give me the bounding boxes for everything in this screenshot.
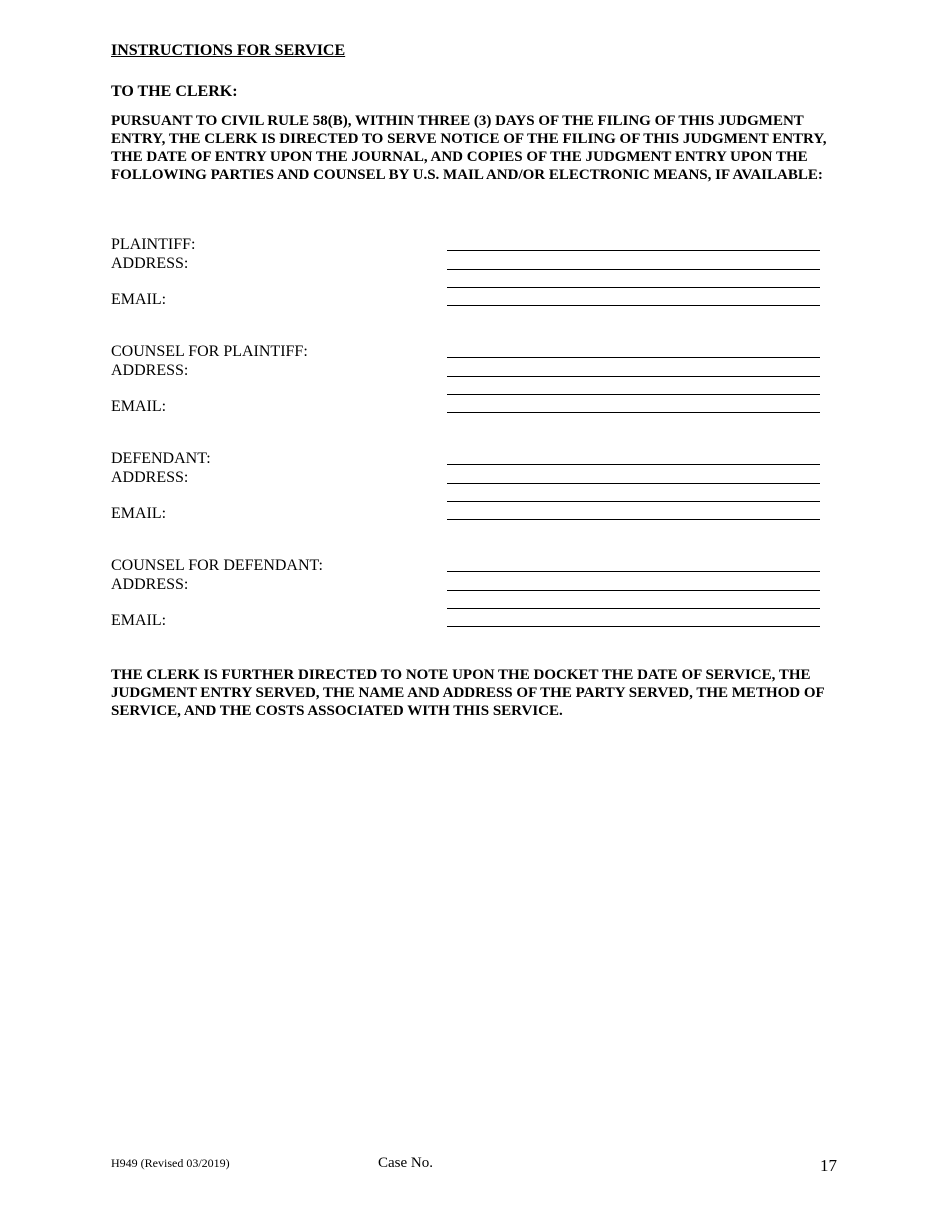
- party-address-label: ADDRESS:: [111, 362, 189, 379]
- party-address-line-2[interactable]: [447, 287, 820, 288]
- party-name-label: COUNSEL FOR DEFENDANT:: [111, 557, 323, 574]
- party-address-label: ADDRESS:: [111, 255, 189, 272]
- party-name-label: COUNSEL FOR PLAINTIFF:: [111, 343, 308, 360]
- party-address-line-1[interactable]: [447, 376, 820, 377]
- intro-paragraph: PURSUANT TO CIVIL RULE 58(B), WITHIN THREE (3) DAYS OF THE FILING OF THIS JUDGMENT ENTRY, THE CLERK IS DIRECTED TO SERVE NOTICE OF THE FILING OF THIS JUDGMENT ENTRY, THE DATE OF ENTRY UPON THE JOURNAL, AND COPIES OF THE JUDGMENT ENTRY UPON THE FOLLOWING PARTIES AND COUNSEL BY U.S. MAIL AND/OR ELECTRONIC MEANS, IF AVAILABLE:: [111, 113, 827, 183]
- party-email-label: EMAIL:: [111, 291, 167, 308]
- party-address-line-2[interactable]: [447, 608, 820, 609]
- party-address-line-1[interactable]: [447, 269, 820, 270]
- party-name-line[interactable]: [447, 571, 820, 572]
- party-email-line[interactable]: [447, 626, 820, 627]
- party-address-label: ADDRESS:: [111, 576, 189, 593]
- party-name-label: PLAINTIFF:: [111, 236, 196, 253]
- party-email-label: EMAIL:: [111, 612, 167, 629]
- closing-paragraph: THE CLERK IS FURTHER DIRECTED TO NOTE UPON THE DOCKET THE DATE OF SERVICE, THE JUDGMENT ENTRY SERVED, THE NAME AND ADDRESS OF THE PARTY SERVED, THE METHOD OF SERVICE, AND THE COSTS ASSOCIATED WITH THIS SERVICE.: [111, 667, 825, 719]
- case-no-label: Case No.: [378, 1155, 433, 1171]
- party-email-line[interactable]: [447, 305, 820, 306]
- party-email-line[interactable]: [447, 519, 820, 520]
- party-email-label: EMAIL:: [111, 398, 167, 415]
- party-address-line-1[interactable]: [447, 483, 820, 484]
- party-name-line[interactable]: [447, 250, 820, 251]
- form-code: H949 (Revised 03/2019): [111, 1156, 230, 1170]
- page-number: 17: [820, 1156, 837, 1175]
- party-name-line[interactable]: [447, 464, 820, 465]
- party-address-line-1[interactable]: [447, 590, 820, 591]
- party-address-label: ADDRESS:: [111, 469, 189, 486]
- party-block-defendant: [111, 450, 831, 530]
- party-email-label: EMAIL:: [111, 505, 167, 522]
- party-email-line[interactable]: [447, 412, 820, 413]
- page-title: INSTRUCTIONS FOR SERVICE: [111, 42, 346, 59]
- party-address-line-2[interactable]: [447, 501, 820, 502]
- party-address-line-2[interactable]: [447, 394, 820, 395]
- party-name-label: DEFENDANT:: [111, 450, 211, 467]
- party-name-line[interactable]: [447, 357, 820, 358]
- party-block-counsel-for-plaintiff: [111, 343, 831, 423]
- party-block-plaintiff: [111, 236, 831, 316]
- party-block-counsel-for-defendant: [111, 557, 831, 637]
- to-clerk-heading: TO THE CLERK:: [111, 83, 238, 100]
